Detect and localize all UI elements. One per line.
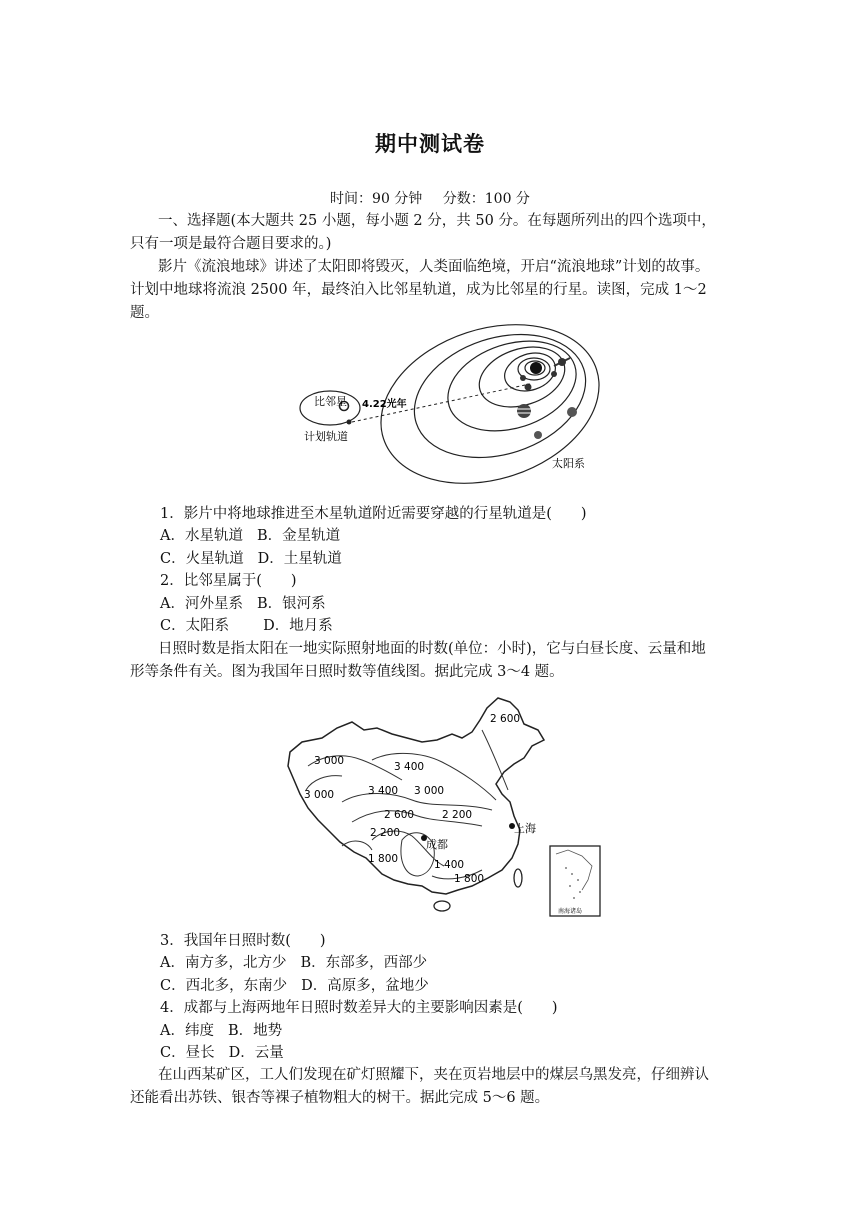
solar-system-label: 太阳系 bbox=[552, 457, 585, 470]
contour-label: 3 000 bbox=[414, 785, 445, 797]
question-1: 1．影片中将地球推进至木星轨道附近需要穿越的行星轨道是( ) bbox=[160, 506, 587, 522]
option-4a[interactable]: A．纬度 bbox=[160, 1023, 214, 1039]
inset-label: 南海诸岛 bbox=[557, 908, 583, 915]
passage-2 bbox=[130, 638, 730, 684]
question-3-options-row-2 bbox=[160, 975, 443, 997]
contour-label: 1 400 bbox=[434, 859, 465, 871]
option-1a[interactable]: A．水星轨道 bbox=[160, 528, 243, 544]
question-2-options-row-2 bbox=[160, 615, 347, 637]
option-3c[interactable]: C．西北多，东南少 bbox=[160, 978, 288, 994]
option-3b[interactable]: B．东部多，西部少 bbox=[300, 955, 428, 971]
contour-label: 3 400 bbox=[394, 761, 425, 773]
passage-1-line-1: 影片《流浪地球》讲述了太阳即将毁灭，人类面临绝境，开启“流浪地球”计划的故事。 bbox=[158, 259, 710, 275]
passage-3-line-2: 还能看出苏铁、银杏等裸子植物粗大的树干。据此完成 5～6 题。 bbox=[130, 1090, 550, 1106]
question-3-options-row-1 bbox=[160, 952, 441, 974]
contour-label: 2 200 bbox=[370, 827, 401, 839]
option-2d[interactable]: D．地月系 bbox=[263, 618, 333, 634]
question-2-options-row-1 bbox=[160, 593, 340, 615]
question-1-options-row-1 bbox=[160, 525, 354, 547]
question-1-options-row-2 bbox=[160, 548, 356, 570]
chengdu-label: 成都 bbox=[426, 838, 448, 851]
contour-label: 3 400 bbox=[368, 785, 399, 797]
question-4-options-row-1 bbox=[160, 1020, 296, 1042]
jupiter-icon bbox=[517, 404, 531, 418]
contour-label: 2 200 bbox=[442, 809, 473, 821]
option-1d[interactable]: D．土星轨道 bbox=[257, 551, 342, 567]
option-2b[interactable]: B．银河系 bbox=[256, 596, 326, 612]
contour-label: 1 800 bbox=[368, 853, 399, 865]
exam-score: 分数：100 分 bbox=[442, 191, 530, 207]
contour-label: 3 000 bbox=[314, 755, 345, 767]
exam-time: 时间：90 分钟 bbox=[330, 191, 423, 207]
option-3a[interactable]: A．南方多，北方少 bbox=[160, 955, 287, 971]
passage-3-line-1: 在山西某矿区，工人们发现在矿灯照耀下，夹在页岩地层中的煤层乌黑发亮，仔细辨认 bbox=[158, 1067, 709, 1083]
section-line-1: 一、选择题(本大题共 25 小题，每小题 2 分，共 50 分。在每题所列出的四个选项中， bbox=[158, 213, 716, 229]
option-3d[interactable]: D．高原多，盆地少 bbox=[301, 978, 429, 994]
contour-label: 1 800 bbox=[454, 873, 485, 885]
question-3: 3．我国年日照时数( ) bbox=[160, 933, 326, 949]
passage-2-line-1: 日照时数是指太阳在一地实际照射地面的时数(单位：小时)，它与白昼长度、云量和地 bbox=[158, 641, 706, 657]
option-2a[interactable]: A．河外星系 bbox=[160, 596, 243, 612]
earth-icon bbox=[347, 420, 352, 425]
passage-1-line-2: 计划中地球将流浪 2500 年，最终泊入比邻星轨道，成为比邻星的行星。读图，完成 1～2 bbox=[130, 282, 707, 298]
option-1b[interactable]: B．金星轨道 bbox=[256, 528, 341, 544]
question-4: 4．成都与上海两地年日照时数差异大的主要影响因素是( ) bbox=[160, 1000, 558, 1016]
option-4c[interactable]: C．昼长 bbox=[160, 1045, 215, 1061]
section-line-2: 只有一项是最符合题目要求的。) bbox=[130, 236, 332, 252]
page-title: 期中测试卷 bbox=[375, 131, 485, 156]
proxima-label: 比邻星 bbox=[314, 395, 347, 408]
contour-label: 3 000 bbox=[304, 789, 335, 801]
passage-1 bbox=[130, 256, 730, 325]
passage-3 bbox=[130, 1064, 730, 1110]
passage-1-line-3: 题。 bbox=[130, 305, 159, 321]
option-4d[interactable]: D．云量 bbox=[228, 1045, 284, 1061]
distance-label: 4.22光年 bbox=[362, 399, 407, 410]
question-2: 2．比邻星属于( ) bbox=[160, 573, 297, 589]
planned-orbit-label: 计划轨道 bbox=[304, 430, 348, 443]
sunshine-contour-map bbox=[282, 690, 610, 920]
option-4b[interactable]: B．地势 bbox=[227, 1023, 283, 1039]
section-heading bbox=[130, 210, 730, 256]
option-2c[interactable]: C．太阳系 bbox=[160, 618, 230, 634]
exam-meta bbox=[0, 188, 860, 208]
question-4-options-row-2 bbox=[160, 1042, 298, 1064]
option-1c[interactable]: C．火星轨道 bbox=[160, 551, 244, 567]
contour-label: 2 600 bbox=[490, 713, 521, 725]
solar-system-figure bbox=[290, 322, 610, 502]
sun-icon bbox=[530, 362, 542, 374]
passage-2-line-2: 形等条件有关。图为我国年日照时数等值线图。据此完成 3～4 题。 bbox=[130, 664, 564, 680]
contour-label: 2 600 bbox=[384, 809, 415, 821]
shanghai-label: 上海 bbox=[514, 822, 536, 835]
south-sea-inset bbox=[550, 846, 600, 916]
